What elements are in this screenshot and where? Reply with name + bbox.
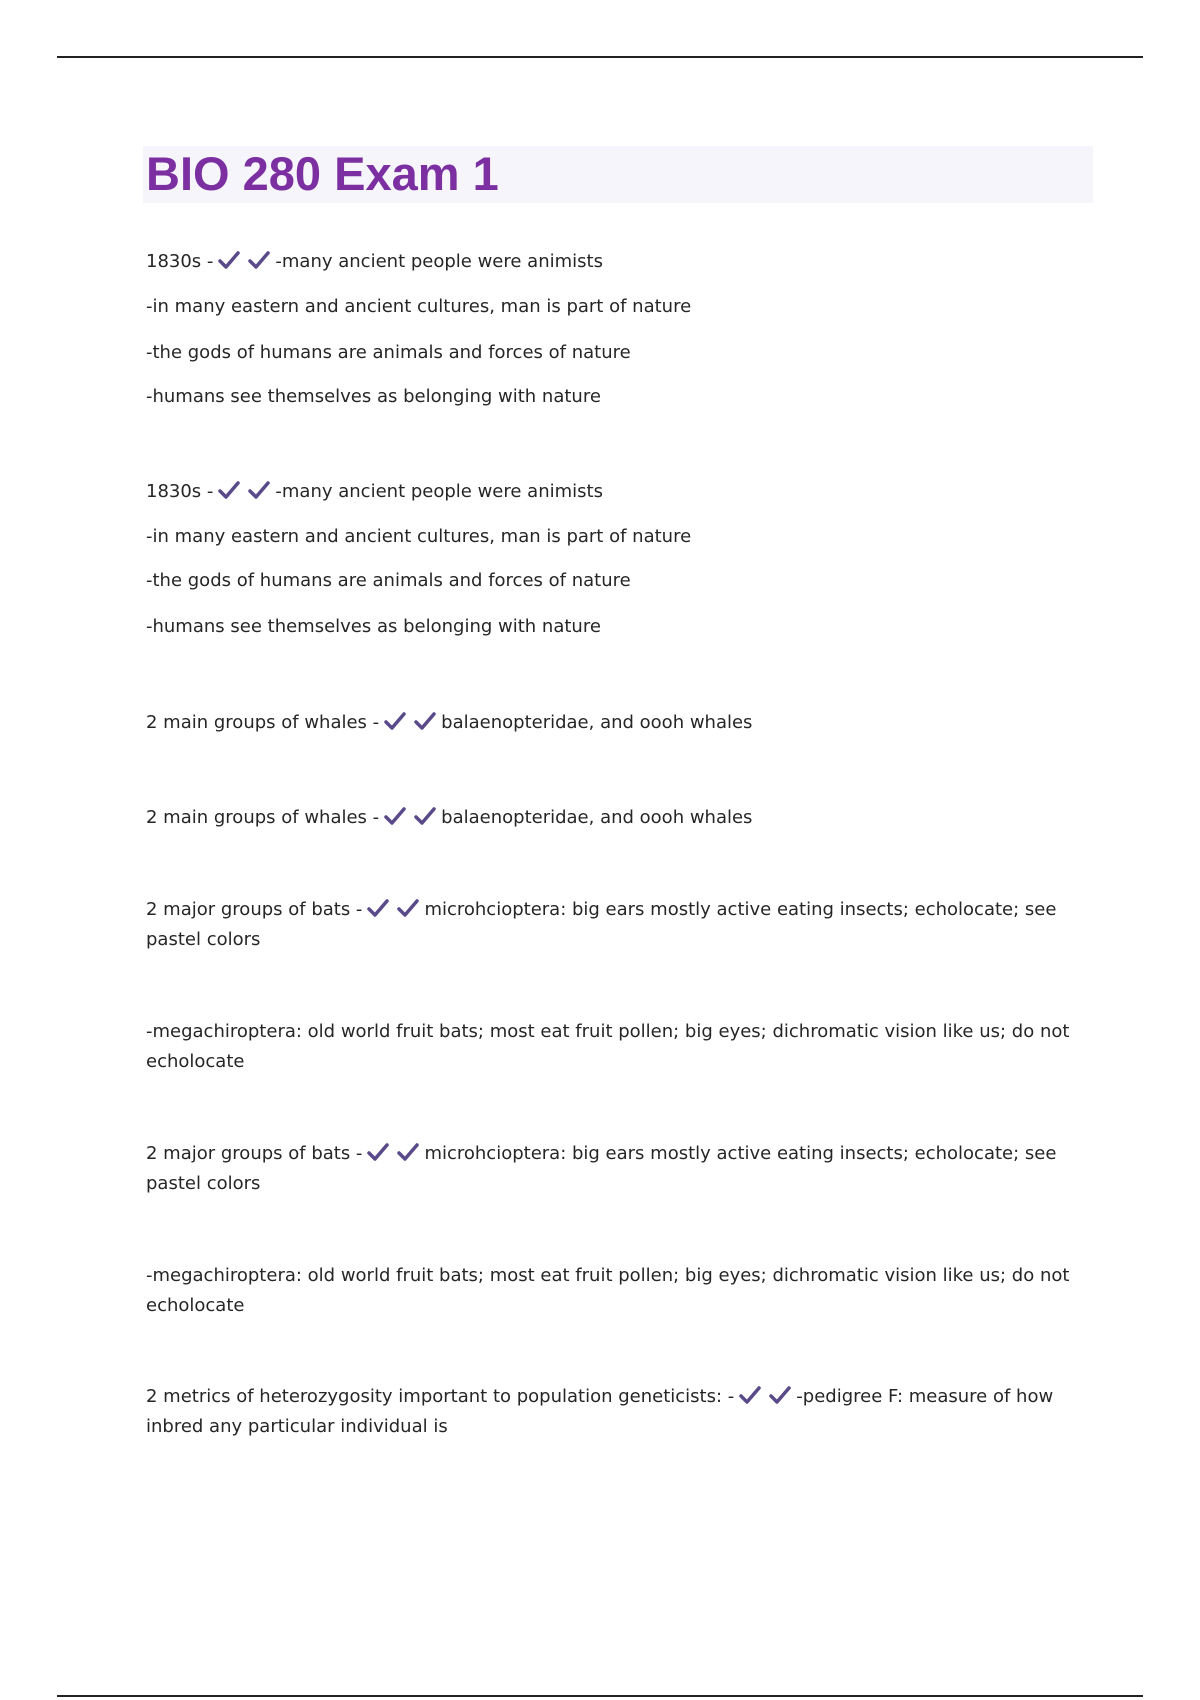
check-pair xyxy=(217,250,277,273)
answer-line: -humans see themselves as belonging with nature xyxy=(146,616,601,637)
answer: -pedigree F: measure of how inbred any particular individual is xyxy=(146,1386,1054,1437)
check-pair xyxy=(383,711,443,734)
term: 2 main groups of whales - xyxy=(146,807,380,828)
check-pair xyxy=(217,480,277,503)
check-icon xyxy=(396,1142,420,1162)
check-pair xyxy=(366,895,426,925)
check-icon xyxy=(738,1385,762,1405)
answer-line: -humans see themselves as belonging with nature xyxy=(146,386,601,407)
term: 2 main groups of whales - xyxy=(146,712,380,733)
check-pair xyxy=(383,806,443,829)
answer-line: -the gods of humans are animals and forces of nature xyxy=(146,570,631,591)
term: 1830s - xyxy=(146,251,214,272)
check-icon xyxy=(396,898,420,918)
answer-extra: -megachiroptera: old world fruit bats; most eat fruit pollen; big eyes; dichromatic vision like us; do not echolocate xyxy=(146,1265,1070,1316)
check-icon xyxy=(247,480,271,500)
check-icon xyxy=(413,711,437,731)
term: 1830s - xyxy=(146,481,214,502)
answer-line: -the gods of humans are animals and forces of nature xyxy=(146,342,631,363)
answer-extra: -megachiroptera: old world fruit bats; most eat fruit pollen; big eyes; dichromatic vision like us; do not echolocate xyxy=(146,1021,1070,1072)
term: 2 major groups of bats - xyxy=(146,1143,363,1164)
entry-1830s-a xyxy=(146,250,1086,408)
answer: balaenopteridae, and oooh whales xyxy=(441,712,753,733)
entry-bats-b xyxy=(146,1139,1086,1321)
check-icon xyxy=(247,250,271,270)
check-icon xyxy=(217,480,241,500)
answer: balaenopteridae, and oooh whales xyxy=(441,807,753,828)
answer-line: -in many eastern and ancient cultures, man is part of nature xyxy=(146,526,692,547)
term: 2 major groups of bats - xyxy=(146,899,363,920)
answer-line: -in many eastern and ancient cultures, man is part of nature xyxy=(146,296,692,317)
answer-line: -many ancient people were animists xyxy=(275,481,603,502)
answer: microhcioptera: big ears mostly active eating insects; echolocate; see pastel colors xyxy=(146,899,1057,950)
top-rule xyxy=(57,56,1143,58)
answer: microhcioptera: big ears mostly active eating insects; echolocate; see pastel colors xyxy=(146,1143,1057,1194)
check-icon xyxy=(383,711,407,731)
bottom-rule xyxy=(57,1695,1143,1697)
answer-line: -many ancient people were animists xyxy=(275,251,603,272)
term: 2 metrics of heterozygosity important to population geneticists: - xyxy=(146,1386,735,1407)
check-icon xyxy=(217,250,241,270)
check-pair xyxy=(738,1382,798,1412)
entry-whales-b xyxy=(146,806,1086,828)
check-icon xyxy=(768,1385,792,1405)
entry-heterozygosity xyxy=(146,1382,1086,1442)
entry-whales-a xyxy=(146,711,1086,733)
check-icon xyxy=(366,1142,390,1162)
check-icon xyxy=(413,806,437,826)
check-icon xyxy=(366,898,390,918)
document-title: BIO 280 Exam 1 xyxy=(146,147,499,200)
entry-bats-a xyxy=(146,895,1086,1077)
check-pair xyxy=(366,1139,426,1169)
entry-1830s-b xyxy=(146,480,1086,638)
check-icon xyxy=(383,806,407,826)
